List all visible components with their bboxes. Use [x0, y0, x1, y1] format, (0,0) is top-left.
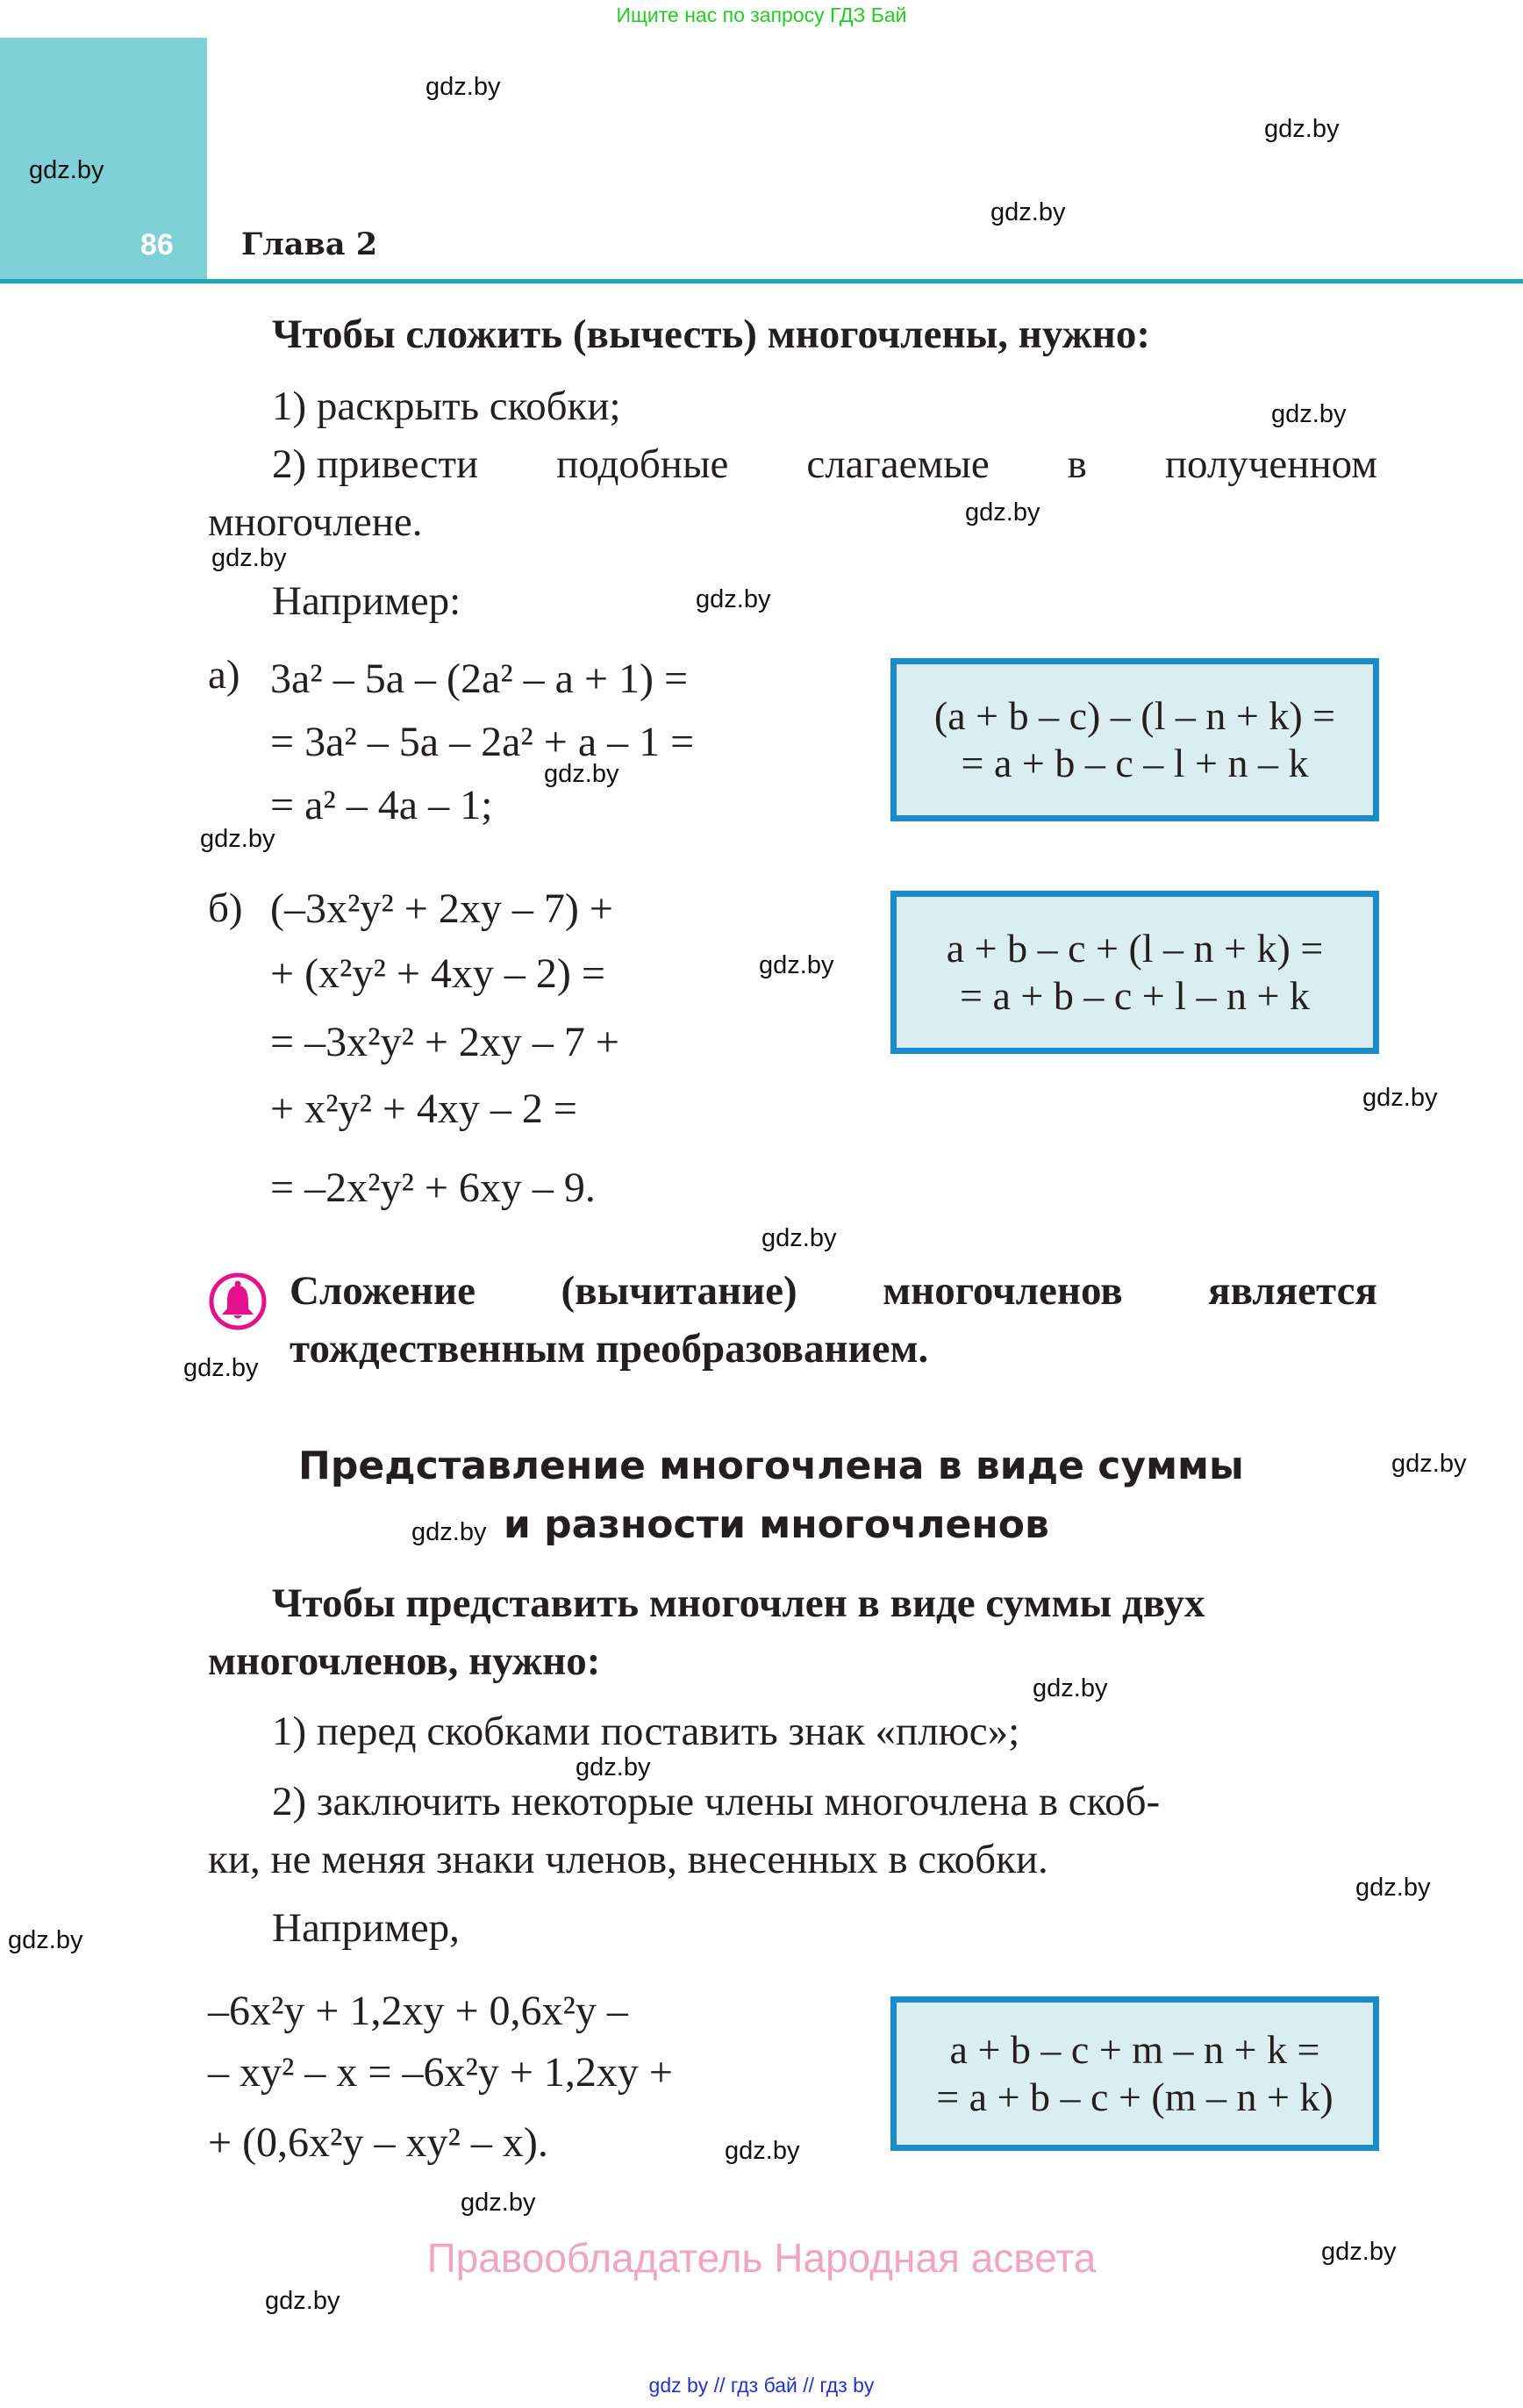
example-b-label: б): [208, 885, 243, 931]
example-b-line-4: + x²y² + 4xy – 2 =: [270, 1086, 577, 1132]
rule-box-grouping: a + b – c + m – n + k = = a + b – c + (m – n + k): [890, 1996, 1379, 2151]
watermark: gdz.by: [411, 1518, 487, 1546]
rule-title: Чтобы сложить (вычесть) многочлены, нужно:: [272, 312, 1151, 357]
rule-box-addition: a + b – c + (l – n + k) = = a + b – c + l – n + k: [890, 891, 1379, 1054]
rule-step-1: 1) раскрыть скобки;: [272, 383, 621, 429]
watermark: gdz.by: [29, 156, 104, 184]
chapter-title: Глава 2: [241, 226, 378, 262]
watermark: gdz.by: [1355, 1874, 1431, 1902]
rule2-step-2: 2) заключить некоторые члены многочлена в скоб-: [272, 1779, 1161, 1824]
example-a-line-3: = a² – 4a – 1;: [270, 782, 493, 828]
watermark: gdz.by: [1033, 1674, 1108, 1702]
watermark: gdz.by: [762, 1224, 837, 1252]
example-label: Например:: [272, 578, 461, 624]
header-divider: [0, 279, 1523, 283]
section-title-line-1: Представление многочлена в виде суммы: [298, 1444, 1244, 1488]
example-a-line-1: 3a² – 5a – (2a² – a + 1) =: [270, 656, 689, 702]
rule-step-2-cont: многочлене.: [208, 499, 423, 545]
watermark: gdz.by: [759, 951, 834, 979]
example-c-line-1: –6x²y + 1,2xy + 0,6x²y –: [208, 1988, 628, 2034]
watermark: gdz.by: [461, 2189, 536, 2217]
example-b-line-3: = –3x²y² + 2xy – 7 +: [270, 1019, 619, 1065]
rule2-title-line-1: Чтобы представить многочлен в виде суммы двух: [272, 1580, 1205, 1626]
watermark: gdz.by: [1321, 2238, 1397, 2266]
example-b-line-1: (–3x²y² + 2xy – 7) +: [270, 885, 613, 932]
rule-step-2: 2) привести подобные слагаемые в полученном: [272, 441, 1377, 487]
watermark: gdz.by: [425, 73, 501, 101]
watermark: gdz.by: [265, 2287, 340, 2315]
example-c-line-3: + (0,6x²y – xy² – x).: [208, 2119, 548, 2166]
watermark: gdz.by: [1271, 400, 1347, 428]
watermark: gdz.by: [725, 2137, 800, 2165]
watermark: gdz.by: [965, 498, 1040, 527]
example-b-line-5: = –2x²y² + 6xy – 9.: [270, 1165, 596, 1211]
top-banner: Ищите нас по запросу ГДЗ Бай: [616, 4, 907, 26]
watermark: gdz.by: [990, 198, 1066, 226]
watermark: gdz.by: [8, 1926, 83, 1954]
watermark: gdz.by: [183, 1354, 259, 1382]
watermark: gdz.by: [1391, 1450, 1467, 1478]
rule2-step-2-cont: ки, не меняя знаки членов, внесенных в скобки.: [208, 1837, 1048, 1882]
watermark: gdz.by: [576, 1753, 651, 1781]
example-label-2: Например,: [272, 1905, 460, 1951]
page-number: 86: [140, 228, 174, 262]
watermark: gdz.by: [696, 585, 771, 613]
example-a-label: а): [208, 652, 240, 698]
example-b-line-2: + (x²y² + 4xy – 2) =: [270, 950, 605, 997]
note-line-1: Сложение (вычитание) многочленов является: [290, 1268, 1377, 1314]
rule-box-subtraction: (a + b – c) – (l – n + k) = = a + b – c – l + n – k: [890, 658, 1379, 821]
copyright-notice: Правообладатель Народная асвета: [426, 2235, 1097, 2281]
watermark: gdz.by: [1362, 1084, 1438, 1112]
example-a-line-2: = 3a² – 5a – 2a² + a – 1 =: [270, 719, 695, 765]
bell-icon: [208, 1272, 268, 1331]
watermark: gdz.by: [211, 544, 287, 572]
footer-links[interactable]: gdz by // гдз бай // гдз by: [648, 2374, 875, 2397]
section-title-line-2: и разности многочленов: [504, 1502, 1049, 1547]
watermark: gdz.by: [544, 760, 619, 788]
watermark: gdz.by: [1264, 115, 1340, 143]
rule2-title-line-2: многочленов, нужно:: [208, 1638, 601, 1684]
rule2-step-1: 1) перед скобками поставить знак «плюс»;: [272, 1709, 1020, 1754]
watermark: gdz.by: [200, 825, 275, 853]
note-line-2: тождественным преобразованием.: [290, 1326, 929, 1372]
example-c-line-2: – xy² – x = –6x²y + 1,2xy +: [208, 2049, 673, 2096]
